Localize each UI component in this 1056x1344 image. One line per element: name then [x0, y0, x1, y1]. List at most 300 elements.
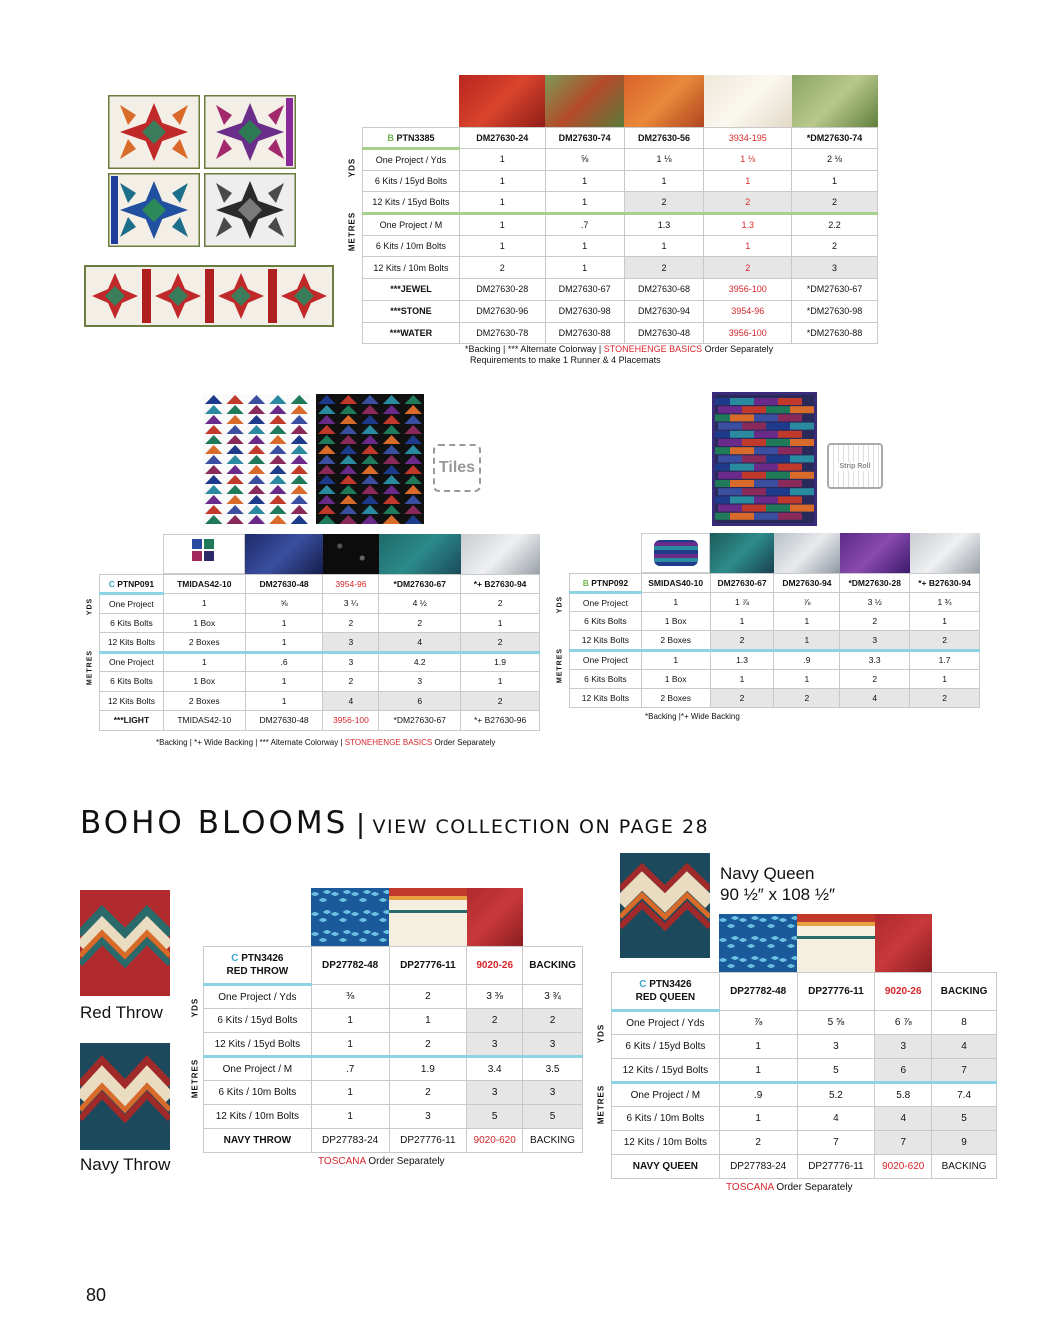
table-cell: 2 Boxes — [163, 633, 245, 653]
row-label: 12 Kits / 10m Bolts — [363, 257, 460, 279]
table-ptnp091 — [99, 574, 540, 731]
quilt-strip — [790, 472, 814, 479]
quilt-strip — [718, 505, 742, 512]
table-cell: 9020-620 — [467, 1129, 523, 1153]
quilt-strip — [766, 455, 790, 462]
table-cell: ⅜ — [311, 985, 389, 1009]
row-label: 6 Kits / 10m Bolts — [363, 235, 460, 257]
column-header: 9020-26 — [467, 947, 523, 985]
table-code: B PTN3385 — [363, 128, 460, 149]
column-header: DM27630-24 — [459, 128, 545, 149]
table-cell: 2 — [459, 257, 545, 279]
table-cell: 4 — [379, 633, 461, 653]
table-cell: 3 ¾ — [523, 985, 583, 1009]
row-label: One Project / M — [363, 214, 460, 236]
table-cell: 1 — [311, 1105, 389, 1129]
quilt-strip — [766, 439, 790, 446]
metres-label: METRES — [347, 211, 357, 252]
table-cell: 3 — [523, 1033, 583, 1057]
table-cell: 1 — [311, 1009, 389, 1033]
table-cell: 1 — [719, 1059, 797, 1083]
quilt-strip — [778, 464, 802, 471]
table-cell: 1 — [545, 257, 624, 279]
table-cell: 4 ½ — [379, 594, 461, 614]
table-cell: 1 Box — [163, 672, 245, 692]
table-code: B PTNP092 — [570, 574, 642, 593]
column-header: TMIDAS42-10 — [163, 575, 245, 594]
column-header: SMIDAS40-10 — [641, 574, 710, 593]
page-number: 80 — [86, 1285, 107, 1305]
table-cell: 1 — [710, 612, 774, 631]
row-label: NAVY THROW — [204, 1129, 312, 1153]
table-row — [204, 1009, 583, 1033]
table-cell: TMIDAS42-10 — [163, 711, 245, 731]
table-row — [612, 1059, 997, 1083]
table-cell: 1 — [245, 691, 323, 711]
quilt-strip — [754, 480, 778, 487]
table-cell: 1 Box — [641, 612, 710, 631]
table-row — [612, 1131, 997, 1155]
row-label: 12 Kits / 10m Bolts — [204, 1105, 312, 1129]
fabric-swatch-tiles-pack — [163, 534, 245, 574]
table-cell: DP27776-11 — [797, 1155, 875, 1179]
table-cell: 4 — [323, 691, 379, 711]
table-cell: 3 — [875, 1035, 932, 1059]
quilt-strip — [730, 447, 754, 454]
fabric-swatch-red-texture — [467, 888, 523, 946]
quilt-strip — [754, 414, 778, 421]
quilt-strip — [742, 423, 766, 430]
table-cell: ⅞ — [774, 593, 840, 612]
placemat-blue-image — [108, 173, 200, 247]
metres-label: METRES — [190, 1058, 200, 1099]
table-row — [204, 1105, 583, 1129]
quilt-strip — [754, 464, 778, 471]
row-label: One Project / M — [612, 1083, 720, 1107]
column-header: BACKING — [932, 973, 997, 1011]
table-cell: 3 — [323, 633, 379, 653]
table-cell: 1 — [459, 149, 545, 171]
table-code: C PTN3426 RED THROW — [204, 947, 312, 985]
table-cell: *+ B27630-96 — [461, 711, 540, 731]
yds-label: YDS — [347, 157, 357, 178]
quilt-strip — [730, 480, 754, 487]
table-row — [204, 1129, 583, 1153]
table-ptn3426-red-queen — [611, 972, 997, 1179]
yds-label: YDS — [190, 997, 200, 1018]
quilt-strip — [766, 505, 790, 512]
table-note: TOSCANA Order Separately — [726, 1182, 853, 1193]
section-title: BOHO BLOOMS — [80, 805, 349, 841]
table-cell: 1 — [710, 669, 774, 688]
table-cell: DM27630-67 — [545, 279, 624, 301]
table-cell: 1 — [774, 631, 840, 650]
table-code: C PTN3426 RED QUEEN — [612, 973, 720, 1011]
table-cell: 1 — [545, 235, 624, 257]
quilt-strip — [754, 513, 778, 520]
row-label: One Project — [100, 652, 164, 672]
table-cell: 1 — [311, 1033, 389, 1057]
table-row — [363, 322, 878, 344]
table-cell: .9 — [719, 1083, 797, 1107]
column-header: 3934-195 — [704, 128, 792, 149]
table-row — [612, 1155, 997, 1179]
table-cell: 4.2 — [379, 652, 461, 672]
fabric-swatch-teal — [379, 534, 461, 574]
table-row — [363, 257, 878, 279]
table-cell: DM27630-94 — [624, 300, 704, 322]
strip-roll-logo: Strip Roll — [827, 443, 883, 489]
quilt-tiles-dark-image — [316, 394, 424, 524]
table-cell: 6 — [875, 1059, 932, 1083]
fabric-swatch-silver-wide — [910, 533, 980, 573]
row-label: 6 Kits Bolts — [100, 672, 164, 692]
table-cell: 4 — [840, 688, 910, 707]
table-cell: 5.2 — [797, 1083, 875, 1107]
table-cell: 7 — [797, 1131, 875, 1155]
table-cell: 2 Boxes — [641, 688, 710, 707]
table-row — [612, 1035, 997, 1059]
table-cell: 2 — [910, 688, 980, 707]
quilt-strip — [778, 480, 802, 487]
quilt-strip — [790, 439, 814, 446]
fabric-swatch-red — [459, 75, 545, 127]
quilt-strip — [778, 496, 802, 503]
fabric-swatch-green — [545, 75, 624, 127]
table-cell: ⅞ — [719, 1011, 797, 1035]
fabric-swatch-orange — [624, 75, 704, 127]
table-cell: 1 — [545, 170, 624, 192]
table-cell: 1 — [461, 672, 540, 692]
quilt-strip — [790, 423, 814, 430]
row-label: 6 Kits / 10m Bolts — [204, 1081, 312, 1105]
row-label: 12 Kits / 15yd Bolts — [363, 192, 460, 214]
table-cell: 1 — [245, 613, 323, 633]
quilt-strip — [766, 423, 790, 430]
table-cell: 3 — [389, 1105, 467, 1129]
quilt-strip — [754, 447, 778, 454]
table-cell: 2 — [389, 1033, 467, 1057]
table-cell: 3.5 — [523, 1057, 583, 1081]
table-cell: 1 — [545, 192, 624, 214]
table-row — [570, 612, 980, 631]
column-header: DM27630-56 — [624, 128, 704, 149]
quilt-strip — [742, 505, 766, 512]
table-row — [570, 593, 980, 612]
quilt-strip — [754, 398, 778, 405]
table-cell: DM27630-68 — [624, 279, 704, 301]
table-row — [204, 1033, 583, 1057]
table-row — [363, 279, 878, 301]
quilt-strip-image — [712, 392, 817, 526]
navy-throw-quilt-image — [80, 1043, 170, 1150]
quilt-strip — [718, 423, 742, 430]
table-cell: 1 — [774, 612, 840, 631]
table-cell: 1 — [719, 1035, 797, 1059]
table-row — [570, 688, 980, 707]
table-cell: 1 ⅞ — [710, 593, 774, 612]
row-label: 12 Kits / 10m Bolts — [612, 1131, 720, 1155]
metres-label: METRES — [556, 647, 564, 684]
table-cell: DM27630-28 — [459, 279, 545, 301]
row-label: One Project / Yds — [363, 149, 460, 171]
column-header: DM27630-48 — [245, 575, 323, 594]
table-cell: .7 — [311, 1057, 389, 1081]
table-cell: 2.2 — [792, 214, 878, 236]
quilt-strip — [778, 447, 802, 454]
row-label: ***WATER — [363, 322, 460, 344]
fabric-swatch-purple — [840, 533, 910, 573]
table-cell: 3956-100 — [323, 711, 379, 731]
table-cell: 3 ¼ — [323, 594, 379, 614]
table-cell: 1 — [641, 593, 710, 612]
quilt-strip — [730, 464, 754, 471]
table-cell: 5.8 — [875, 1083, 932, 1107]
table-cell: 3 — [792, 257, 878, 279]
row-label: One Project / Yds — [612, 1011, 720, 1035]
row-label: One Project — [570, 593, 642, 612]
table-cell: 2 — [910, 631, 980, 650]
table-cell: 2 ⅛ — [792, 149, 878, 171]
column-header: DP27776-11 — [389, 947, 467, 985]
column-header: *DM27630-74 — [792, 128, 878, 149]
table-row — [363, 235, 878, 257]
table-note: *Backing | *+ Wide Backing | *** Alternate Colorway | STONEHENGE BASICS Order Separately — [156, 738, 496, 747]
table-cell: 2 — [704, 257, 792, 279]
table-cell: 1.9 — [461, 652, 540, 672]
table-row — [100, 594, 540, 614]
table-cell: 3956-100 — [704, 279, 792, 301]
table-cell: 3 — [797, 1035, 875, 1059]
table-cell: 6 — [379, 691, 461, 711]
table-row — [100, 652, 540, 672]
table-cell: 5 — [523, 1105, 583, 1129]
column-header: 3954-96 — [323, 575, 379, 594]
quilt-strip — [742, 406, 766, 413]
table-cell: 1 — [719, 1107, 797, 1131]
table-cell: 2 Boxes — [641, 631, 710, 650]
table-cell: *DM27630-88 — [792, 322, 878, 344]
table-cell: 3 — [379, 672, 461, 692]
table-cell: 3954-96 — [704, 300, 792, 322]
table-cell: 1.3 — [710, 650, 774, 669]
table-cell: 3 — [467, 1033, 523, 1057]
table-cell: 3.3 — [840, 650, 910, 669]
table-row — [363, 214, 878, 236]
table-cell: 2 — [467, 1009, 523, 1033]
table-cell: DM27630-48 — [624, 322, 704, 344]
table-row — [363, 170, 878, 192]
table-cell: ⅝ — [545, 149, 624, 171]
table-cell: 3 ⅜ — [467, 985, 523, 1009]
row-label: 6 Kits / 10m Bolts — [612, 1107, 720, 1131]
fabric-swatch-teal — [710, 533, 774, 573]
table-cell: DM27630-88 — [545, 322, 624, 344]
table-cell: 4 — [797, 1107, 875, 1131]
row-label: 6 Kits / 15yd Bolts — [363, 170, 460, 192]
table-cell: 1 — [641, 650, 710, 669]
quilt-strip — [754, 496, 778, 503]
table-cell: 1 — [459, 192, 545, 214]
section-heading — [80, 805, 709, 841]
table-cell: 2 — [461, 594, 540, 614]
row-label: NAVY QUEEN — [612, 1155, 720, 1179]
section-subtitle: VIEW COLLECTION ON PAGE 28 — [372, 816, 710, 838]
table-cell: *DM27630-98 — [792, 300, 878, 322]
fabric-swatch-silver — [461, 534, 540, 574]
row-label: 12 Kits / 15yd Bolts — [204, 1033, 312, 1057]
row-label: 6 Kits / 15yd Bolts — [204, 1009, 312, 1033]
section-divider: | — [356, 808, 365, 839]
table-cell: 2 — [710, 688, 774, 707]
column-header: DM27630-94 — [774, 574, 840, 593]
table-cell: 1.7 — [910, 650, 980, 669]
table-cell: 1 ¾ — [910, 593, 980, 612]
quilt-strip — [730, 414, 754, 421]
table-cell: 3 — [467, 1081, 523, 1105]
row-label: 6 Kits Bolts — [100, 613, 164, 633]
table-cell: 6 ⅞ — [875, 1011, 932, 1035]
table-row — [612, 1011, 997, 1035]
row-label: One Project / Yds — [204, 985, 312, 1009]
quilt-strip — [790, 406, 814, 413]
table-cell: 1 — [910, 669, 980, 688]
column-header: *+ B27630-94 — [461, 575, 540, 594]
table-cell: 1 — [461, 613, 540, 633]
table-cell: 8 — [932, 1011, 997, 1035]
table-cell: DM27630-96 — [459, 300, 545, 322]
quilt-strip — [766, 488, 790, 495]
table-row — [612, 1107, 997, 1131]
table-cell: *DM27630-67 — [792, 279, 878, 301]
column-header: *DM27630-28 — [840, 574, 910, 593]
fabric-swatch-black — [323, 534, 379, 574]
table-row — [204, 1057, 583, 1081]
table-row — [363, 300, 878, 322]
column-header: *+ B27630-94 — [910, 574, 980, 593]
column-header: DP27782-48 — [719, 973, 797, 1011]
row-label: One Project — [570, 650, 642, 669]
quilt-strip — [730, 513, 754, 520]
fabric-swatch-blue-leaves — [311, 888, 389, 946]
table-cell: 7 — [875, 1131, 932, 1155]
column-header: DP27776-11 — [797, 973, 875, 1011]
table-cell: 2 — [792, 192, 878, 214]
table-cell: 1 — [792, 170, 878, 192]
table-cell: 1 ⅛ — [624, 149, 704, 171]
quilt-strip — [778, 431, 802, 438]
table-row — [100, 711, 540, 731]
table-cell: 2 — [840, 612, 910, 631]
table-note: *Backing |*+ Wide Backing — [645, 712, 740, 721]
quilt-strip — [742, 439, 766, 446]
table-cell: 1 — [459, 235, 545, 257]
quilt-strip — [766, 472, 790, 479]
navy-queen-caption: Navy Queen — [720, 864, 815, 883]
table-cell: 2 — [323, 672, 379, 692]
table-ptn3385 — [362, 127, 878, 344]
placemat-black-image — [204, 173, 296, 247]
table-cell: 2 — [389, 1081, 467, 1105]
fabric-swatch-sage — [792, 75, 878, 127]
table-cell: 1 — [459, 170, 545, 192]
table-cell: 3 — [840, 631, 910, 650]
quilt-strip — [790, 455, 814, 462]
table-cell: 1 — [163, 652, 245, 672]
table-cell: .9 — [774, 650, 840, 669]
row-label: ***STONE — [363, 300, 460, 322]
yds-label: YDS — [556, 595, 564, 614]
table-cell: 2 — [719, 1131, 797, 1155]
quilt-strip — [754, 431, 778, 438]
table-cell: .6 — [245, 652, 323, 672]
table-note-requirements: Requirements to make 1 Runner & 4 Placemats — [470, 355, 661, 365]
column-header: DM27630-74 — [545, 128, 624, 149]
row-label: 12 Kits Bolts — [100, 633, 164, 653]
table-cell: 7.4 — [932, 1083, 997, 1107]
row-label: One Project — [100, 594, 164, 614]
table-cell: 1 Box — [641, 669, 710, 688]
table-cell: 1 — [311, 1081, 389, 1105]
table-ptnp092 — [569, 573, 980, 708]
row-label: 12 Kits Bolts — [570, 631, 642, 650]
table-ptn3426-red-throw — [203, 946, 583, 1153]
table-cell: DP27783-24 — [719, 1155, 797, 1179]
table-row — [570, 650, 980, 669]
quilt-strip — [730, 431, 754, 438]
table-cell: BACKING — [932, 1155, 997, 1179]
table-cell: 7 — [932, 1059, 997, 1083]
table-cell: ⅝ — [245, 594, 323, 614]
table-cell: 1.3 — [624, 214, 704, 236]
quilt-strip — [718, 488, 742, 495]
row-label: 12 Kits / 15yd Bolts — [612, 1059, 720, 1083]
row-label: 6 Kits Bolts — [570, 669, 642, 688]
tiles-logo: Tiles — [433, 444, 481, 492]
table-row — [612, 1083, 997, 1107]
quilt-strip — [718, 439, 742, 446]
table-cell: 2 — [379, 613, 461, 633]
table-cell: 3 — [523, 1081, 583, 1105]
red-throw-quilt-image — [80, 890, 170, 996]
fabric-swatch-navy — [245, 534, 323, 574]
table-cell: 1 — [624, 235, 704, 257]
quilt-strip — [766, 406, 790, 413]
quilt-strip — [718, 455, 742, 462]
table-cell: 1 — [245, 672, 323, 692]
table-row — [100, 633, 540, 653]
table-cell: 5 — [797, 1059, 875, 1083]
yds-label: YDS — [86, 597, 94, 616]
quilt-strip — [790, 505, 814, 512]
table-cell: 4 — [875, 1107, 932, 1131]
table-row — [204, 1081, 583, 1105]
row-label: ***JEWEL — [363, 279, 460, 301]
table-cell: 2 — [792, 235, 878, 257]
table-cell: 3 — [323, 652, 379, 672]
table-cell: *DM27630-67 — [379, 711, 461, 731]
red-throw-caption: Red Throw — [80, 1003, 163, 1022]
quilt-strip — [742, 488, 766, 495]
table-cell: 2 — [523, 1009, 583, 1033]
table-cell: 2 — [840, 669, 910, 688]
quilt-strip — [730, 496, 754, 503]
navy-queen-quilt-image — [620, 853, 710, 958]
row-label: 6 Kits Bolts — [570, 612, 642, 631]
fabric-swatch-floral-border — [797, 914, 875, 972]
navy-throw-caption: Navy Throw — [80, 1155, 171, 1174]
table-row — [100, 672, 540, 692]
